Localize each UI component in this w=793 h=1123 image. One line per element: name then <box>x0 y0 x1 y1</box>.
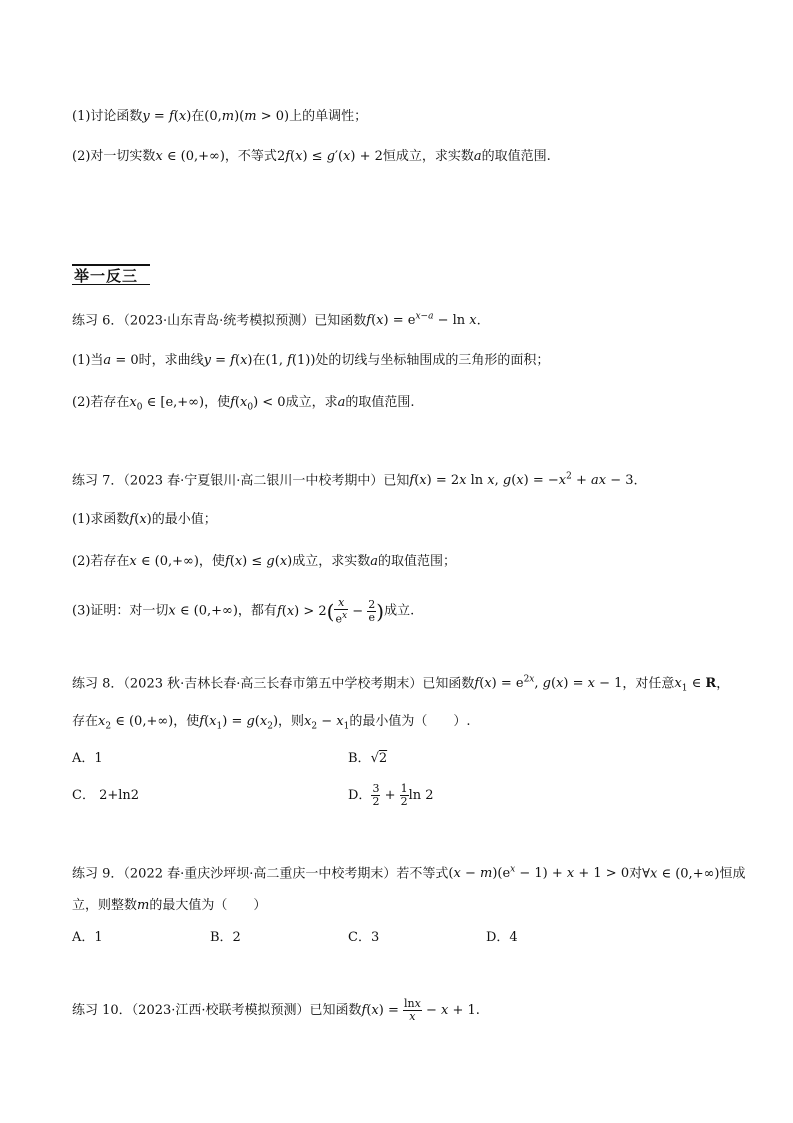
text: 成立，求 <box>285 395 338 410</box>
part-2-line <box>72 147 551 167</box>
exercise-6-part-2 <box>72 393 415 418</box>
text: ，使 <box>173 714 200 729</box>
text: 恒成 <box>719 866 746 882</box>
math-var: a <box>473 149 482 164</box>
text: (2)若存在 <box>72 554 130 569</box>
text: 练习 8．（2023 秋·吉林长春·高三长春市第五中学校考期末）已知函数 <box>72 676 475 692</box>
math-formula: $x_0$ ∈ [e,+∞) <box>129 395 205 413</box>
math-formula: f(x) = 2x ln x, $g(x) = -x^2$ + ax − 3 <box>409 472 634 489</box>
text: 的最小值； <box>151 512 217 527</box>
math-interval: (0,m)(m > 0) <box>204 109 290 124</box>
math-inequality: f(x) > 2( $\frac{x}{e^x}$ − $\frac{2}{e}$ ) <box>276 595 385 626</box>
text: (1)讨论函数 <box>72 109 143 124</box>
text: 恒成立，求实数 <box>382 149 474 164</box>
math-formula: $f(x) = e^{x-a} - \ln x$ <box>366 312 477 329</box>
math-formula: y = f(x) <box>142 109 192 124</box>
math-sqrt: √2 <box>370 751 388 766</box>
part-1-line: (1)讨论函数y = f(x)在(0,m)(m > 0)上的单调性； <box>72 109 368 124</box>
math-var: a <box>370 554 379 569</box>
exercise-6-title: 练习 6．（2023·山东青岛·统考模拟预测）已知函数$f(x) = e^{x-a} - \ln x$. <box>72 312 481 329</box>
option-a: A．1 <box>72 751 103 766</box>
text: (3)证明：对一切 <box>72 603 169 619</box>
exercise-9-line-2 <box>72 896 266 916</box>
math-formula: $x_2 - x_1$ <box>304 714 350 732</box>
math-formula: a = 0 <box>103 353 139 368</box>
exercise-7-part-3 <box>72 596 414 627</box>
text: 练习 7．（2023 春·宁夏银川·高二银川一中校考期中）已知 <box>72 473 410 489</box>
text: 的取值范围. <box>481 149 551 164</box>
math-formula: ∀x ∈ (0,+∞) <box>642 866 720 882</box>
math-inequality: 2f(x) ≤ g′(x) + 2 <box>276 149 383 164</box>
exercise-7-part-2 <box>72 552 456 572</box>
exercise-9-title <box>72 860 746 884</box>
text: ，都有 <box>237 603 277 619</box>
text: 在 <box>252 353 266 368</box>
option-b: B．2 <box>210 930 241 945</box>
text: 的取值范围. <box>345 395 415 410</box>
exercise-6-part-1 <box>72 351 549 371</box>
option-b <box>348 749 387 769</box>
text: 的最小值为（ ）. <box>349 714 471 729</box>
math-formula: y = f(x) <box>203 353 253 368</box>
text: 时，求曲线 <box>138 353 204 368</box>
math-formula: $f(x_1) = g(x_2)$ <box>199 714 279 732</box>
text: 练习 10．（2023·江西·校联考模拟预测）已知函数 <box>72 1003 362 1018</box>
text: (1)求函数 <box>72 512 130 527</box>
text: ，对任意 <box>622 676 675 692</box>
text: 练习 9．（2022 春·重庆沙坪坝·高二重庆一中校考期末）若不等式 <box>72 866 449 882</box>
math-formula: x ∈ (0,+∞) <box>168 603 238 619</box>
exercise-8-title: 练习 8．（2023 秋·吉林长春·高三长春市第五中学校考期末）已知函数$f(x) = e^{2x}$, g(x) = x − 1，对任意$x_1$ ∈ R， <box>72 675 730 694</box>
text: (2)若存在 <box>72 395 130 410</box>
option-d: D．4 <box>486 930 518 945</box>
math-formula: $x_1$ ∈ R <box>674 676 717 694</box>
math-formula: f(x) = $\frac{\ln x}{x}$ − x + 1 <box>361 997 476 1023</box>
math-point: (1, f(1)) <box>265 353 316 368</box>
text: 对 <box>629 866 643 882</box>
option-d <box>348 782 434 810</box>
text: ，则 <box>278 714 305 729</box>
math-formula: $f(x_0) < 0$ <box>230 395 286 413</box>
math-var: a <box>337 395 346 410</box>
text: 的取值范围； <box>378 554 457 569</box>
option-a: A．1 <box>72 930 103 945</box>
text: 存在 <box>72 714 99 729</box>
text: B． <box>348 751 371 766</box>
option-c: C． 2+ln2 <box>72 788 140 803</box>
math-formula: f(x) <box>129 512 152 527</box>
exercise-8-line-2 <box>72 712 471 737</box>
text: 成立. <box>384 603 415 619</box>
math-formula: f(x) ≤ g(x) <box>224 554 293 569</box>
option-c: C．3 <box>348 930 380 945</box>
math-formula: $\frac{3}{2}$ + $\frac{1}{2}$ ln 2 <box>372 782 434 808</box>
math-var: m <box>137 898 150 913</box>
text: 练习 6．（2023·山东青岛·统考模拟预测）已知函数 <box>72 313 367 329</box>
text: 处的切线与坐标轴围成的三角形的面积； <box>315 353 550 368</box>
exercise-7-part-1 <box>72 510 217 530</box>
math-formula: $f(x) = e^{2x}$, g(x) = x − 1 <box>474 675 623 692</box>
math-formula: $x_2$ ∈ (0,+∞) <box>98 714 174 732</box>
text: (1)当 <box>72 353 104 368</box>
text: D． <box>348 788 372 803</box>
text: (2)对一切实数 <box>72 149 156 164</box>
text: 上的单调性； <box>289 109 368 124</box>
math-formula: x ∈ (0,+∞) <box>155 149 225 164</box>
text: 立，则整数 <box>72 898 138 913</box>
text: ，使 <box>198 554 225 569</box>
exercise-7-title: 练习 7．（2023 春·宁夏银川·高二银川一中校考期中）已知f(x) = 2x ln x, $g(x) = -x^2$ + ax − 3. <box>72 472 638 489</box>
math-formula: x ∈ (0,+∞) <box>129 554 199 569</box>
text: ，不等式 <box>224 149 277 164</box>
text: ，使 <box>204 395 231 410</box>
math-inequality: $(x - m)(e^x - 1) + x + 1 > 0$ <box>448 865 630 882</box>
exercise-10-title: 练习 10．（2023·江西·校联考模拟预测）已知函数f(x) = $\frac{\ln x}{x}$ − x + 1. <box>72 997 480 1023</box>
text: 的最大值为（ ） <box>149 898 267 913</box>
heading-bottom-rule <box>72 284 150 285</box>
heading-text: 举一反三 <box>74 267 139 285</box>
text: 成立，求实数 <box>292 554 371 569</box>
